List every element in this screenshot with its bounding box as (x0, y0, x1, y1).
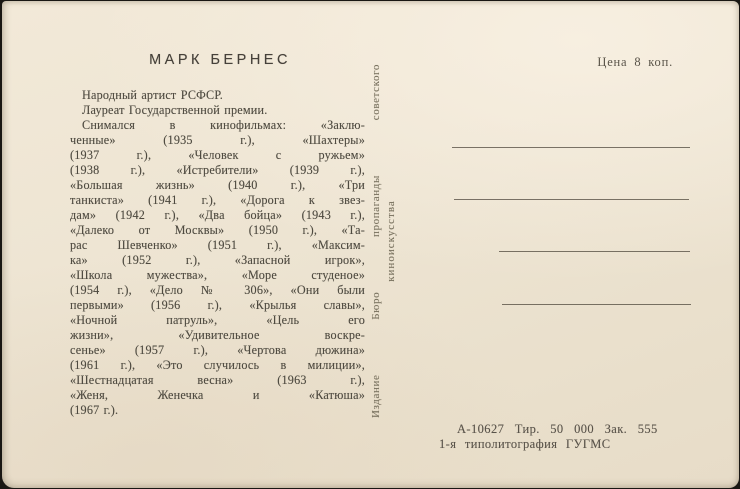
body-line: танкиста» (1941 г.), «Дорога к звез- (70, 193, 365, 207)
body-line: рас Шевченко» (1951 г.), «Максим- (70, 238, 365, 252)
body-line: «Ночной патруль», «Цель его (70, 313, 365, 327)
body-line: первыми» (1956 г.), «Крылья славы», (70, 298, 365, 312)
imprint-line-1: А-10627 Тир. 50 000 Зак. 555 (457, 422, 658, 436)
body-line: ченные» (1935 г.), «Шахтеры» (70, 133, 365, 147)
price-label: Цена 8 коп. (597, 55, 673, 69)
filmography-text (70, 88, 365, 418)
publisher-line-2: киноискусства (385, 200, 397, 282)
imprint-line-2: 1-я типолитография ГУГМС (439, 437, 611, 451)
publisher-vertical-text (369, 64, 399, 418)
body-line: (1961 г.), «Это случилось в милиции», (70, 358, 365, 372)
body-line: (1937 г.), «Человек с ружьем» (70, 148, 365, 162)
body-line: Лауреат Государственной премии. (82, 103, 268, 117)
body-line: «Шестнадцатая весна» (1963 г.), (70, 373, 365, 387)
publisher-line-1: Издание Бюро пропаганды советского (370, 64, 382, 418)
body-line: «Большая жизнь» (1940 г.), «Три (70, 178, 365, 192)
body-line: Народный артист РСФСР. (82, 88, 224, 102)
body-line: сенье» (1957 г.), «Чертова дюжина» (70, 343, 365, 357)
body-line: (1938 г.), «Истребители» (1939 г.), (70, 163, 365, 177)
body-line: «Далеко от Москвы» (1950 г.), «Та- (70, 223, 365, 237)
body-line: «Женя, Женечка и «Катюша» (70, 388, 365, 402)
body-line: дам» (1942 г.), «Два бойца» (1943 г.), (70, 208, 365, 222)
address-line (502, 304, 691, 305)
body-line: «Школа мужества», «Море студеное» (70, 268, 365, 282)
body-line: (1967 г.). (70, 403, 119, 417)
address-line (452, 147, 690, 148)
body-line: ка» (1952 г.), «Запасной игрок», (70, 253, 365, 267)
body-line: Снимался в кинофильмах: «Заклю- (82, 118, 365, 132)
body-line: (1954 г.), «Дело № 306», «Они были (70, 283, 365, 297)
address-line (454, 199, 689, 200)
address-line (499, 251, 690, 252)
postcard-back (2, 1, 739, 488)
card-title: МАРК БЕРНЕС (149, 52, 291, 68)
body-line: жизни», «Удивительное воскре- (70, 328, 365, 342)
